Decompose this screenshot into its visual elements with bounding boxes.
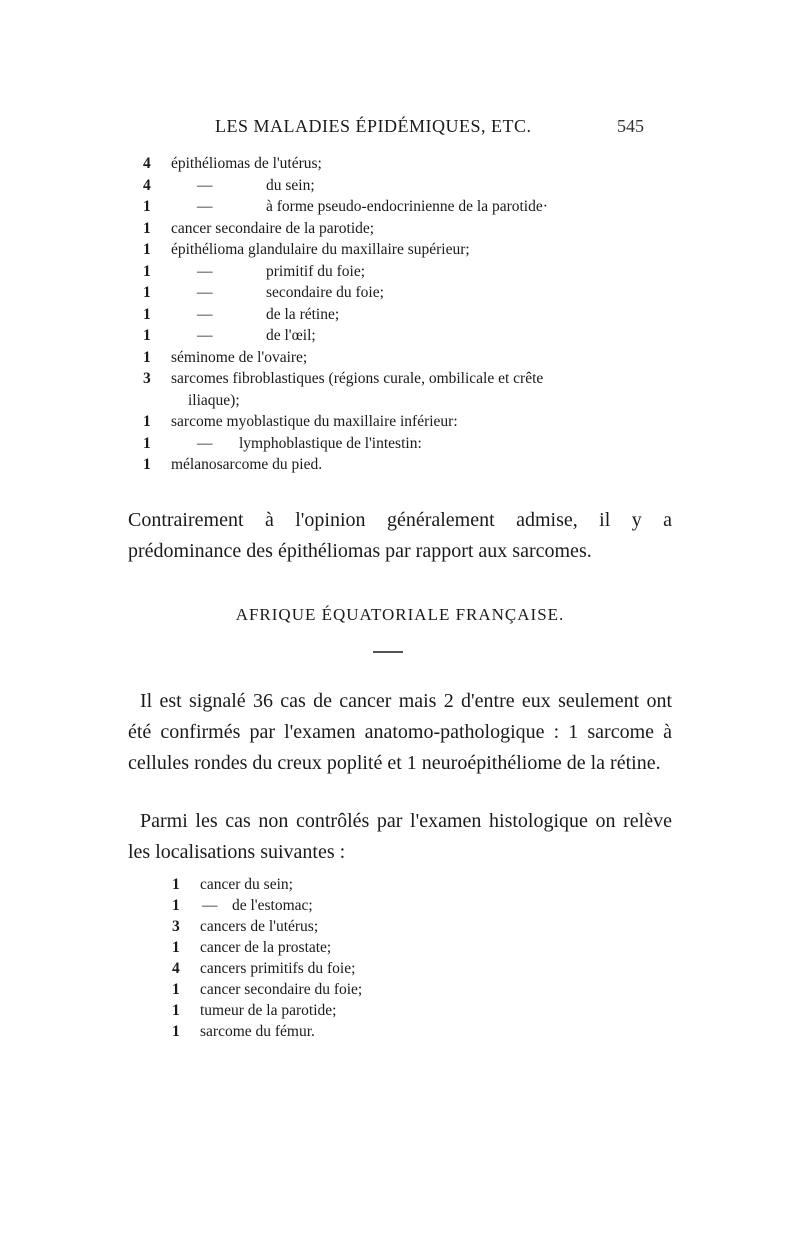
- list-item-text: de la rétine;: [266, 305, 340, 323]
- ditto-dash: —: [197, 176, 213, 194]
- list-item-count: 3: [143, 370, 151, 387]
- list-item-count: 1: [143, 284, 151, 301]
- list-item: [172, 916, 472, 937]
- list-item-text: mélanosarcome du pied.: [171, 456, 323, 473]
- section-title: AFRIQUE ÉQUATORIALE FRANÇAISE.: [235, 605, 565, 624]
- list-item-text: sarcome myoblastique du maxillaire inférieur:: [171, 413, 458, 430]
- list-item-count: 1: [172, 1002, 180, 1019]
- list-item-count: 1: [143, 305, 151, 323]
- tumor-list-primary: [143, 153, 683, 476]
- list-item-text: sarcomes fibroblastiques (régions curale, ombilicale et crête: [171, 370, 544, 387]
- paragraph-cases: Il est signalé 36 cas de cancer mais 2 d'entre eux seulement ont été confirmés par l'examen anatomo-pathologique : 1 sarcome à cellules rondes du creux poplité et 1 neuroépithéliome de la rétine.: [128, 690, 672, 774]
- list-item-text: de l'œil;: [266, 327, 316, 344]
- list-item: [143, 368, 683, 411]
- section-divider: [373, 651, 403, 653]
- list-item-count: 3: [172, 918, 180, 935]
- list-item: [172, 937, 472, 958]
- list-item-text: du sein;: [266, 176, 315, 194]
- list-item-text: de l'estomac;: [232, 897, 313, 914]
- list-item-text: cancers primitifs du foie;: [200, 960, 356, 977]
- ditto-dash: —: [197, 198, 213, 215]
- list-item: [143, 325, 683, 347]
- list-item: [143, 261, 683, 283]
- list-item: [172, 958, 472, 979]
- list-item: [143, 433, 683, 455]
- list-item: [172, 1021, 472, 1042]
- list-item-text: cancer de la prostate;: [200, 939, 332, 956]
- list-item: [172, 979, 472, 1000]
- list-item-continuation: iliaque);: [188, 391, 240, 409]
- list-item-count: 1: [172, 876, 180, 893]
- list-item: [143, 282, 683, 304]
- list-item-count: 4: [143, 155, 151, 172]
- list-item-text: à forme pseudo-endocrinienne de la parotide·: [266, 198, 548, 215]
- ditto-dash: —: [197, 434, 213, 452]
- list-item-count: 1: [143, 456, 151, 473]
- list-item: [143, 196, 683, 218]
- list-item-count: 1: [143, 348, 151, 366]
- list-item-count: 1: [143, 327, 151, 344]
- list-item-count: 1: [172, 981, 180, 998]
- list-item-count: 1: [172, 939, 180, 956]
- list-item: [143, 239, 683, 261]
- list-item-count: 4: [143, 176, 151, 194]
- list-item-count: 1: [143, 219, 151, 237]
- page-header: [0, 116, 800, 146]
- list-item: [172, 1000, 472, 1021]
- list-item-count: 1: [172, 897, 180, 914]
- list-item-text: primitif du foie;: [266, 262, 366, 280]
- list-item: [143, 454, 683, 476]
- list-item: [143, 411, 683, 433]
- list-item-text: séminome de l'ovaire;: [171, 348, 308, 366]
- list-item: [172, 874, 472, 895]
- list-item-count: 1: [143, 241, 151, 258]
- list-item-text: épithéliomas de l'utérus;: [171, 155, 322, 172]
- page-number: 545: [617, 116, 644, 136]
- ditto-dash: —: [197, 284, 213, 301]
- list-item-text: lymphoblastique de l'intestin:: [239, 434, 422, 452]
- paragraph-localisations: Parmi les cas non contrôlés par l'examen histologique on relève les localisations suivantes :: [128, 810, 672, 863]
- ditto-dash: —: [197, 327, 213, 344]
- tumor-list-afrique: [172, 874, 472, 1042]
- list-item-count: 1: [143, 262, 151, 280]
- list-item-text: cancers de l'utérus;: [200, 918, 319, 935]
- ditto-dash: —: [197, 262, 213, 280]
- list-item: [172, 895, 472, 916]
- list-item-text: tumeur de la parotide;: [200, 1002, 337, 1019]
- list-item: [143, 347, 683, 369]
- list-item: [143, 153, 683, 175]
- list-item-count: 1: [143, 413, 151, 430]
- list-item-count: 1: [172, 1023, 180, 1040]
- ditto-dash: —: [202, 897, 218, 914]
- list-item-count: 1: [143, 198, 151, 215]
- list-item: [143, 304, 683, 326]
- ditto-dash: —: [197, 305, 213, 323]
- list-item-text: sarcome du fémur.: [200, 1023, 315, 1040]
- list-item: [143, 175, 683, 197]
- list-item: [143, 218, 683, 240]
- paragraph-predominance: Contrairement à l'opinion généralement admise, il y a prédominance des épithéliomas par rapport aux sarcomes.: [128, 509, 672, 562]
- list-item-text: épithélioma glandulaire du maxillaire supérieur;: [171, 241, 470, 258]
- list-item-text: cancer secondaire de la parotide;: [171, 219, 375, 237]
- list-item-text: cancer du sein;: [200, 876, 293, 893]
- list-item-count: 1: [143, 434, 151, 452]
- running-title: LES MALADIES ÉPIDÉMIQUES, ETC.: [215, 116, 532, 136]
- list-item-count: 4: [172, 960, 180, 977]
- list-item-text: cancer secondaire du foie;: [200, 981, 363, 998]
- list-item-text: secondaire du foie;: [266, 284, 384, 301]
